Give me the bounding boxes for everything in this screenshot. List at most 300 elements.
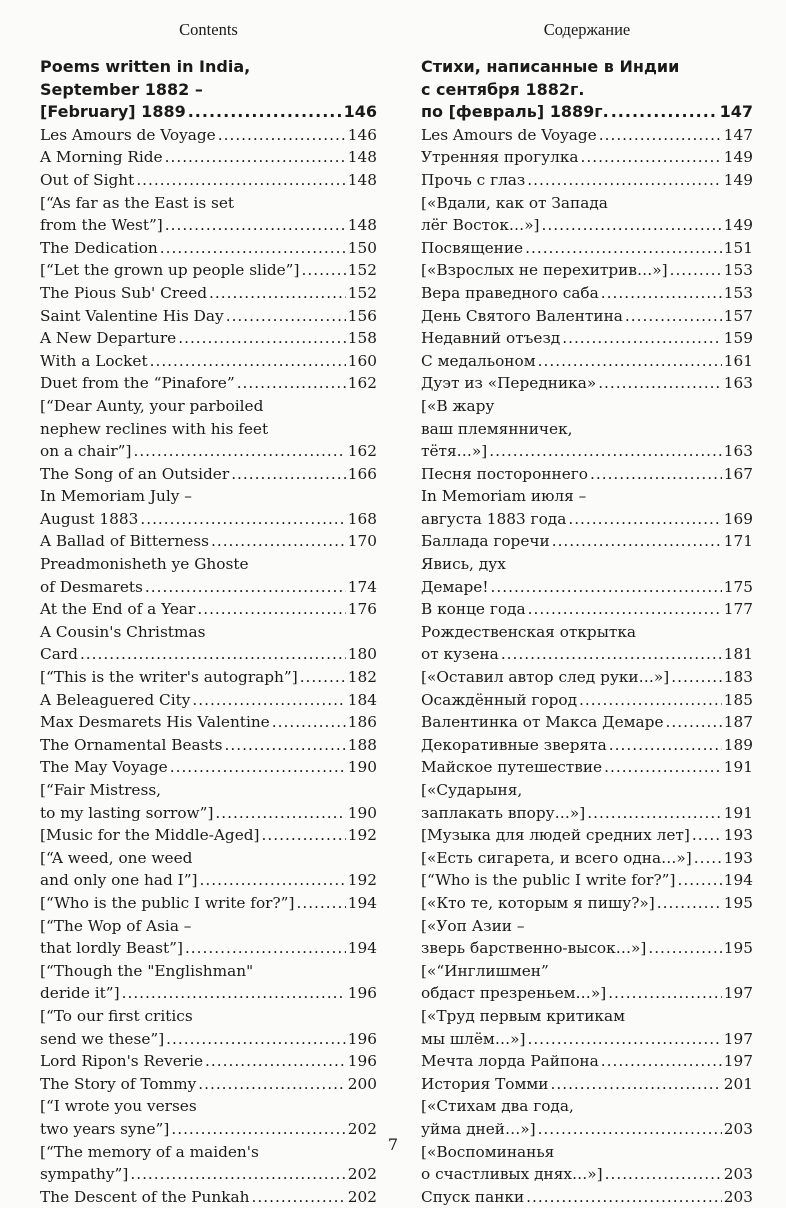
toc-entry-title: Мечта лорда Райпона [421,1052,599,1071]
toc-page-number: 162 [347,374,377,393]
toc-entry-title: In Memoriam июля – [421,487,587,506]
dot-leader [692,824,722,847]
toc-entry-title: заплакать впору…»] [421,803,586,822]
toc-page-number: 153 [723,261,753,280]
toc-entry [40,734,377,757]
toc-entry [421,598,753,621]
toc-entry-title: [«“Инглишмен” [421,961,549,980]
toc-entry [421,124,753,147]
dot-leader [136,169,345,192]
toc-entry-title: [«Вдали, как от Запада [421,193,608,212]
toc-page-number: 187 [723,713,753,732]
toc-entry-line [40,824,377,847]
dot-leader [611,101,718,124]
dot-leader [252,1186,346,1208]
toc-entry [40,350,377,373]
toc-page-number: 203 [723,1187,753,1206]
toc-page-number: 194 [347,893,377,912]
toc-entry-title: A New Departure [40,329,177,348]
toc-entry-title: [«Воспоминанья [421,1142,555,1161]
toc-entry-line [421,372,753,395]
dot-leader [272,711,346,734]
toc-page-number: 202 [347,1165,377,1184]
toc-page-number: 195 [723,939,753,958]
toc-entry [421,779,753,824]
toc-entry-title: [“This is the writer's autograph”] [40,668,298,687]
dot-leader [550,1073,721,1096]
toc-list-russian [421,56,753,1208]
toc-entry-line [421,305,753,328]
dot-leader [670,259,722,282]
dot-leader [489,440,722,463]
toc-entry-title: от кузена [421,645,499,664]
toc-entry [40,666,377,689]
toc-entry-title: История Томми [421,1074,549,1093]
toc-entry [421,169,753,192]
toc-page-number: 191 [723,803,753,822]
toc-page-number: 192 [347,826,377,845]
toc-entry-title: two years syne”] [40,1119,170,1138]
toc-entry [40,485,377,530]
toc-entry-title: September 1882 – [40,79,203,99]
toc-page-number: 152 [347,283,377,302]
toc-entry [421,530,753,553]
toc-entry-title: Майское путешествие [421,758,603,777]
toc-entry [40,282,377,305]
toc-entry-title: тётя…»] [421,442,488,461]
toc-section-heading [421,56,753,124]
toc-entry [421,1095,753,1140]
toc-entry-title: Валентинка от Макса Демаре [421,713,664,732]
toc-entry-line [40,350,377,373]
toc-entry-line [421,327,753,350]
toc-entry-title: send we these”] [40,1029,165,1048]
dot-leader [198,1073,346,1096]
dot-leader [694,847,722,870]
toc-entry-line [40,530,377,553]
dot-leader [225,734,346,757]
toc-entry-line [421,643,753,666]
dot-leader [211,530,346,553]
toc-page-number: 157 [723,306,753,325]
toc-entry-title: [«Сударыня, [421,781,523,799]
dot-leader [526,1186,722,1208]
toc-entry-line [421,666,753,689]
toc-page-number: 202 [347,1119,377,1138]
toc-page-number: 168 [347,509,377,528]
toc-page-number: 196 [347,984,377,1003]
dot-leader [80,643,346,666]
toc-page-number: 191 [723,758,753,777]
toc-page-number: 185 [723,690,753,709]
dot-leader [527,169,722,192]
toc-entry-title: [February] 1889 [40,102,186,122]
toc-entry-line [40,756,377,779]
dot-leader [209,282,346,305]
dot-leader [601,1050,722,1073]
toc-entry-title: Демаре! [421,577,489,596]
toc-entry-line [40,982,377,1005]
contents-heading: Contents [179,20,238,39]
dot-leader [527,1028,721,1051]
toc-entry-title: sympathy”] [40,1165,129,1184]
toc-entry [40,598,377,621]
toc-page-number: 149 [723,148,753,167]
toc-entry-title: [«Взрослых не перехитрив…»] [421,261,668,280]
toc-entry-title: At the End of a Year [40,600,196,619]
dot-leader [218,124,346,147]
toc-entry-title: Preadmonisheth ye Ghoste [40,555,249,574]
toc-entry-title: [Музыка для людей средних лет] [421,826,690,845]
toc-entry-title: to my lasting sorrow”] [40,803,214,822]
toc-entry [40,621,377,666]
dot-leader [562,327,722,350]
toc-page-number: 153 [723,283,753,302]
dot-leader [552,530,722,553]
dot-leader [598,372,722,395]
toc-entry-line [421,1163,753,1186]
dot-leader [568,508,721,531]
toc-entry-title: The Song of an Outsider [40,464,230,483]
dot-leader [491,576,722,599]
toc-entry-title: A Cousin's Christmas [40,622,206,641]
toc-entry-line [40,1186,377,1208]
toc-entry [421,711,753,734]
toc-entry-title: [«Есть сигарета, и всего одна…»] [421,848,692,867]
toc-page-number: 170 [347,532,377,551]
toc-page-number: 148 [347,170,377,189]
toc-entry-title: Poems written in India, [40,57,251,76]
toc-page-number: 196 [347,1052,377,1071]
toc-entry-title: [“Who is the public I write for?”] [40,893,295,912]
toc-entry [421,1050,753,1073]
dot-leader [185,937,346,960]
toc-entry-line [421,960,753,983]
toc-entry-title: [«В жару [421,396,495,415]
toc-entry-line [40,237,377,260]
toc-entry [40,689,377,712]
toc-entry-title: [«Уоп Азии – [421,916,525,935]
toc-entry-line [40,1095,377,1118]
dot-leader [671,666,722,689]
toc-entry-title: по [февраль] 1889г. [421,102,609,122]
contents-heading-russian: Содержание [543,20,631,39]
toc-entry-line [421,711,753,734]
toc-entry-line [40,1028,377,1051]
toc-page-number: 152 [347,261,377,280]
toc-entry-title: Осаждённый город [421,690,578,709]
toc-entry-line [40,892,377,915]
toc-entry-title: [«Кто те, которым я пишу?»] [421,893,655,912]
toc-page-number: 195 [723,893,753,912]
contents-column-english [40,18,377,1208]
toc-entry-title: that lordly Beast”] [40,939,183,958]
toc-entry-title: лёг Восток…»] [421,216,540,235]
toc-entry-line [421,982,753,1005]
dot-leader [666,711,722,734]
dot-leader [609,734,722,757]
contents-column-russian [421,18,753,1208]
toc-entry-title: мы шлём…»] [421,1029,526,1048]
dot-leader [150,350,346,373]
dot-leader [200,869,346,892]
dot-leader [226,305,346,328]
toc-entry [40,305,377,328]
toc-entry [40,960,377,1005]
dot-leader [648,937,721,960]
dot-leader [170,756,346,779]
toc-entry [40,1095,377,1140]
dot-leader [130,1163,345,1186]
toc-entry-title: A Beleaguered City [40,690,191,709]
toc-entry-line [40,56,377,79]
dot-leader [215,802,345,825]
toc-entry-line [40,1005,377,1028]
toc-entry-title: [“Let the grown up people slide”] [40,261,300,280]
toc-entry-title: Стихи, написанные в Индии [421,57,680,76]
dot-leader [657,892,722,915]
dot-leader [677,869,721,892]
toc-entry [40,237,377,260]
toc-entry-title: Декоративные зверята [421,735,607,754]
toc-entry [40,259,377,282]
toc-entry-line [421,350,753,373]
toc-entry [421,756,753,779]
toc-entry [40,372,377,395]
toc-entry [421,892,753,915]
toc-entry-title: Дуэт из «Передника» [421,374,597,393]
toc-page-number: 150 [347,238,377,257]
toc-entry-title: Явись, дух [421,555,506,574]
toc-page-number: 186 [347,713,377,732]
toc-page-number: 189 [723,735,753,754]
dot-leader [165,146,346,169]
toc-entry-line [421,508,753,531]
toc-entry-line [40,259,377,282]
toc-entry-line [40,689,377,712]
toc-entry-title: [“As far as the East is set [40,193,235,212]
toc-entry-line [421,915,753,938]
toc-page-number: 160 [347,351,377,370]
toc-entry-line [40,1050,377,1073]
toc-page-number: 200 [347,1074,377,1093]
toc-entry-title: [Music for the Middle-Aged] [40,826,260,845]
toc-page-number: 181 [723,645,753,664]
dot-leader [542,214,722,237]
toc-entry-line [40,553,377,576]
toc-entry-title: августа 1883 года [421,509,567,528]
toc-entry [40,892,377,915]
toc-entry [40,169,377,192]
page-number: 7 [387,1135,399,1154]
toc-entry-line [40,395,377,418]
dot-leader [296,892,345,915]
toc-entry-line [421,847,753,870]
toc-page-number: 169 [723,509,753,528]
dot-leader [205,1050,346,1073]
toc-entry [421,146,753,169]
toc-entry-line [421,192,753,215]
toc-page-number: 162 [347,442,377,461]
toc-entry-title: from the West”] [40,216,163,235]
toc-page-number: 149 [723,216,753,235]
toc-entry-line [40,79,377,102]
toc-entry-line [421,937,753,960]
dot-leader [581,146,722,169]
toc-entry [421,1005,753,1050]
toc-page-number: 158 [347,329,377,348]
toc-entry-title: Out of Sight [40,170,135,189]
toc-page-number: 147 [719,102,753,122]
toc-entry [40,711,377,734]
dot-leader [133,440,345,463]
toc-entry-line [40,282,377,305]
toc-entry-line [40,779,377,802]
toc-entry-title: зверь барственно-высок…»] [421,939,647,958]
dot-leader [262,824,346,847]
toc-page-number: 190 [347,803,377,822]
toc-entry-title: ваш племянничек, [421,419,573,438]
toc-entry [40,124,377,147]
toc-entry-line [40,915,377,938]
toc-entry-line [40,463,377,486]
toc-entry-title: The Story of Tommy [40,1074,197,1093]
dot-leader [188,101,342,124]
toc-page-number: 180 [347,645,377,664]
toc-entry [421,463,753,486]
toc-page-number: 177 [723,600,753,619]
toc-page-number: 174 [347,577,377,596]
toc-page-number: 203 [723,1119,753,1138]
toc-entry-title: In Memoriam July – [40,487,192,506]
toc-entry-line [421,779,753,802]
toc-entry [421,1186,753,1208]
toc-page-number: 167 [723,464,753,483]
toc-entry [421,734,753,757]
toc-page-number: 176 [347,600,377,619]
toc-entry [421,1073,753,1096]
toc-entry-line [421,734,753,757]
toc-entry [421,282,753,305]
dot-leader [599,124,722,147]
toc-page-number: 202 [347,1187,377,1206]
toc-entry [40,530,377,553]
toc-entry-line [421,553,753,576]
toc-page-number: 193 [723,826,753,845]
toc-entry-line [421,124,753,147]
toc-entry-title: on a chair”] [40,442,132,461]
toc-entry [40,1186,377,1208]
toc-page-number: 184 [347,690,377,709]
toc-entry-line [40,169,377,192]
toc-entry-line [421,463,753,486]
toc-entry [421,915,753,960]
dot-leader [525,237,722,260]
toc-entry-line [421,56,753,79]
toc-entry-title: August 1883 [40,509,139,528]
toc-entry-title: уйма дней…»] [421,1119,536,1138]
toc-entry-title: [“Fair Mistress, [40,781,162,799]
toc-entry-line [40,327,377,350]
toc-entry-line [40,960,377,983]
toc-page-number: 159 [723,329,753,348]
dot-leader [140,508,345,531]
toc-entry-line [40,937,377,960]
toc-entry-line [421,892,753,915]
toc-page-number: 147 [723,125,753,144]
toc-entry [421,372,753,395]
toc-entry [40,327,377,350]
toc-entry-line [40,621,377,644]
toc-entry-title: of Desmarets [40,577,143,596]
toc-entry-title: Прочь с глаз [421,170,526,189]
toc-page-number: 203 [723,1165,753,1184]
toc-entry-line [40,598,377,621]
toc-entry [421,824,753,847]
toc-entry-line [421,1095,753,1118]
dot-leader [501,643,722,666]
toc-entry-title: Saint Valentine His Day [40,306,224,325]
toc-entry [421,259,753,282]
toc-entry-title: The Descent of the Punkah [40,1187,250,1206]
toc-entry-line [40,485,377,508]
dot-leader [192,689,345,712]
toc-entry-title: обдаст презреньем…»] [421,984,607,1003]
toc-entry-title: Les Amours de Voyage [40,125,216,144]
toc-entry-line [421,1005,753,1028]
toc-entry-title: с сентября 1882г. [421,79,585,99]
toc-entry-title: [“The memory of a maiden's [40,1142,259,1161]
toc-entry-line [40,418,377,441]
toc-entry [421,395,753,463]
dot-leader [160,237,346,260]
toc-entry [421,621,753,666]
toc-page-number: 166 [347,464,377,483]
toc-page-number: 194 [723,871,753,890]
toc-entry-title: [“Who is the public I write for?”] [421,871,676,890]
toc-entry [40,553,377,598]
toc-entry [40,463,377,486]
toc-page-number: 197 [723,1052,753,1071]
toc-entry-title: Спуск панки [421,1187,525,1206]
toc-entry [40,779,377,824]
toc-entry-line [421,101,753,124]
toc-entry-title: deride it”] [40,984,120,1003]
toc-entry-line [421,802,753,825]
toc-page-number: 182 [347,668,377,687]
toc-entry-line [40,802,377,825]
toc-entry-title: With a Locket [40,351,148,370]
toc-entry-title: [«Оставил автор след руки…»] [421,668,670,687]
toc-entry-title: Max Desmarets His Valentine [40,713,270,732]
toc-page-number: 161 [723,351,753,370]
toc-entry-title: [«Стихам два года, [421,1097,574,1116]
dot-leader [528,598,722,621]
toc-entry [40,824,377,847]
toc-entry-line [40,440,377,463]
toc-entry-line [421,237,753,260]
toc-entry-line [40,214,377,237]
dot-leader [165,214,346,237]
toc-entry [421,869,753,892]
toc-entry-line [40,734,377,757]
toc-entry [421,350,753,373]
toc-entry-line [421,395,753,418]
toc-entry-line [40,372,377,395]
toc-page-number: 192 [347,871,377,890]
toc-page-number: 163 [723,374,753,393]
toc-page-number: 183 [723,668,753,687]
